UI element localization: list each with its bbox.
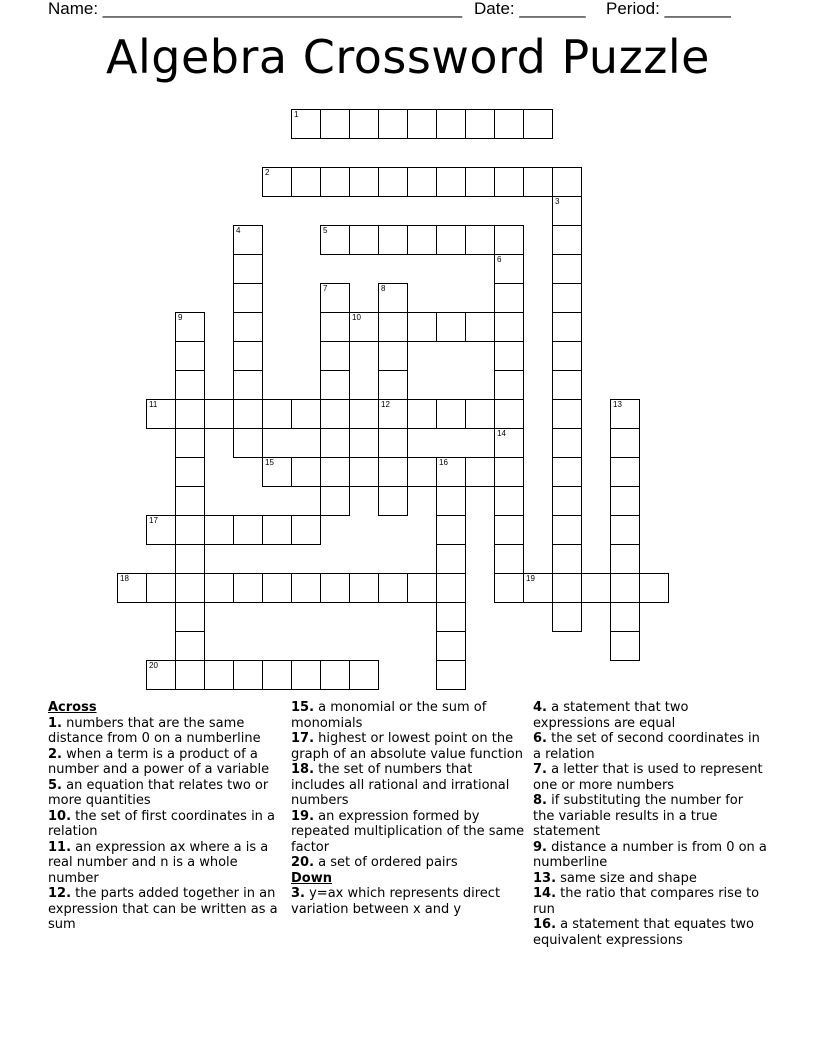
crossword-cell[interactable] [262,515,292,545]
crossword-cell[interactable] [494,283,524,313]
crossword-cell[interactable] [320,573,350,603]
crossword-cell[interactable] [233,225,263,255]
crossword-cell[interactable] [378,109,408,139]
crossword-cell[interactable] [175,399,205,429]
crossword-cell[interactable] [610,457,640,487]
crossword-cell[interactable] [552,254,582,284]
clue-number: 9 [178,313,183,322]
clue-text: distance a number is from 0 on a numberline [533,839,767,870]
crossword-cell[interactable] [233,283,263,313]
crossword-cell[interactable] [320,312,350,342]
clue-number-label: 3. [291,886,305,901]
clue-number-label: 4. [533,700,547,715]
crossword-cell[interactable] [349,660,379,690]
crossword-cell[interactable] [146,399,176,429]
crossword-cell[interactable] [407,457,437,487]
crossword-cell[interactable] [233,515,263,545]
crossword-cell[interactable] [204,660,234,690]
crossword-cell[interactable] [378,341,408,371]
crossword-cell[interactable] [320,109,350,139]
crossword-cell[interactable] [146,515,176,545]
across-clue [291,762,526,809]
crossword-cell[interactable] [552,370,582,400]
crossword-cell[interactable] [175,631,205,661]
crossword-cell[interactable] [291,573,321,603]
across-clue [291,700,526,731]
clue-number-label: 11. [48,839,72,855]
crossword-cell[interactable] [233,341,263,371]
crossword-cell[interactable] [552,544,582,574]
crossword-cell[interactable] [552,457,582,487]
clue-number: 18 [120,574,129,583]
crossword-cell[interactable] [262,660,292,690]
crossword-cell[interactable] [320,428,350,458]
clue-text: a monomial or the sum of monomials [291,700,487,731]
clue-number-label: 1. [48,715,62,731]
clue-number-label: 6. [533,731,547,746]
across-clue [291,731,526,762]
clue-number-label: 13. [533,870,557,886]
crossword-cell[interactable] [146,660,176,690]
period-field[interactable]: Period: _______ [606,0,731,18]
crossword-cell[interactable] [175,602,205,632]
clue-text: the parts added together in an expression that can be written as a sum [48,886,278,932]
clue-text: numbers that are the same distance from 0 on a numberline [48,715,261,746]
crossword-cell[interactable] [436,312,466,342]
crossword-cell[interactable] [291,399,321,429]
down-clue [533,700,768,731]
clue-number-label: 18. [291,762,315,777]
crossword-cell[interactable] [581,573,611,603]
crossword-cell[interactable] [233,312,263,342]
clue-number: 16 [439,458,448,467]
clue-number: 20 [149,661,158,670]
crossword-cell[interactable] [407,312,437,342]
crossword-cell[interactable] [204,573,234,603]
crossword-cell[interactable] [320,283,350,313]
crossword-cell[interactable] [291,660,321,690]
crossword-cell[interactable] [436,660,466,690]
crossword-cell[interactable] [320,341,350,371]
clue-text: same size and shape [556,870,697,886]
crossword-cell[interactable] [610,631,640,661]
crossword-cell[interactable] [378,283,408,313]
clue-number-label: 15. [291,700,315,715]
crossword-cell[interactable] [378,225,408,255]
crossword-cell[interactable] [204,399,234,429]
crossword-cell[interactable] [262,167,292,197]
crossword-cell[interactable] [146,573,176,603]
crossword-cell[interactable] [494,341,524,371]
crossword-cell[interactable] [436,109,466,139]
crossword-cell[interactable] [349,312,379,342]
crossword-cell[interactable] [552,428,582,458]
clue-number: 2 [265,168,270,177]
clue-number: 5 [323,226,328,235]
across-clue-list-continued [291,700,526,871]
crossword-cell[interactable] [552,312,582,342]
crossword-cell[interactable] [407,573,437,603]
clue-text: if substituting the number for the variable results in a true statement [533,793,744,839]
clue-text: the set of first coordinates in a relation [48,808,276,839]
clue-number: 8 [381,284,386,293]
crossword-cell[interactable] [175,544,205,574]
crossword-cell[interactable] [175,660,205,690]
crossword-cell[interactable] [436,544,466,574]
crossword-cell[interactable] [378,428,408,458]
crossword-cell[interactable] [436,573,466,603]
across-clue [48,747,283,778]
crossword-cell[interactable] [378,486,408,516]
clue-number: 6 [497,255,502,264]
clue-text: a statement that equates two equivalent expressions [533,917,754,948]
crossword-cell[interactable] [436,602,466,632]
clue-text: an expression ax where a is a real number and n is a whole number [48,839,269,886]
across-heading: Across [48,700,97,715]
across-clue-list [48,716,283,933]
crossword-cell[interactable] [407,399,437,429]
across-clue [48,716,283,747]
crossword-cell[interactable] [552,486,582,516]
crossword-cell[interactable] [291,457,321,487]
crossword-cell[interactable] [204,515,234,545]
crossword-cell[interactable] [291,167,321,197]
crossword-cell[interactable] [320,660,350,690]
crossword-cell[interactable] [465,225,495,255]
crossword-cell[interactable] [291,109,321,139]
down-clue [533,871,768,887]
crossword-cell[interactable] [175,370,205,400]
across-clue [291,855,526,871]
clue-number-label: 14. [533,886,557,901]
crossword-cell[interactable] [262,399,292,429]
crossword-cell[interactable] [407,109,437,139]
crossword-cell[interactable] [494,544,524,574]
crossword-cell[interactable] [378,370,408,400]
clue-number: 14 [497,429,506,438]
down-clue-list [291,886,526,917]
crossword-cell[interactable] [494,167,524,197]
crossword-cell[interactable] [523,167,553,197]
crossword-cell[interactable] [175,457,205,487]
down-clue-list-continued [533,700,768,948]
clue-number: 17 [149,516,158,525]
clue-number: 13 [613,400,622,409]
crossword-cell[interactable] [552,167,582,197]
clue-number: 1 [294,110,299,119]
crossword-cell[interactable] [494,457,524,487]
clue-text: when a term is a product of a number and a power of a variable [48,746,270,777]
clue-text: a letter that is used to represent one or more numbers [533,762,763,793]
crossword-cell[interactable] [436,457,466,487]
crossword-cell[interactable] [233,660,263,690]
crossword-cell[interactable] [175,341,205,371]
crossword-cell[interactable] [320,167,350,197]
crossword-cell[interactable] [291,515,321,545]
crossword-cell[interactable] [436,399,466,429]
crossword-cell[interactable] [349,399,379,429]
down-clue [533,762,768,793]
crossword-cell[interactable] [378,399,408,429]
crossword-cell[interactable] [494,225,524,255]
crossword-cell[interactable] [320,399,350,429]
crossword-cell[interactable] [175,573,205,603]
across-clue [48,809,283,840]
clue-number-label: 12. [48,886,72,901]
crossword-cell[interactable] [523,573,553,603]
clue-text: an equation that relates two or more quantities [48,777,269,808]
clue-text: the ratio that compares rise to run [533,886,760,917]
clue-number-label: 2. [48,746,62,762]
clue-number: 19 [526,574,535,583]
clues-column-2 [291,700,526,917]
clue-number-label: 7. [533,762,547,777]
clues-column-3 [533,700,768,948]
crossword-cell[interactable] [552,515,582,545]
clue-number-label: 9. [533,839,547,855]
crossword-cell[interactable] [175,486,205,516]
clue-text: an expression formed by repeated multiplication of the same factor [291,808,525,855]
crossword-cell[interactable] [552,283,582,313]
crossword-cell[interactable] [465,312,495,342]
clue-number: 7 [323,284,328,293]
down-clue [533,731,768,762]
crossword-cell[interactable] [233,254,263,284]
crossword-cell[interactable] [610,544,640,574]
crossword-cell[interactable] [465,109,495,139]
crossword-cell[interactable] [552,399,582,429]
crossword-cell[interactable] [436,515,466,545]
crossword-cell[interactable] [233,428,263,458]
clue-number: 3 [555,197,560,206]
crossword-cell[interactable] [523,109,553,139]
clue-number-label: 8. [533,793,547,808]
crossword-cell[interactable] [552,225,582,255]
crossword-cell[interactable] [465,167,495,197]
crossword-cell[interactable] [494,312,524,342]
crossword-cell[interactable] [378,457,408,487]
crossword-cell[interactable] [349,167,379,197]
crossword-cell[interactable] [378,573,408,603]
clue-number-label: 16. [533,917,557,932]
crossword-cell[interactable] [320,225,350,255]
crossword-cell[interactable] [610,602,640,632]
crossword-cell[interactable] [117,573,147,603]
clue-text: y=ax which represents direct variation between x and y [291,886,501,917]
crossword-cell[interactable] [349,573,379,603]
clue-number: 12 [381,400,390,409]
crossword-cell[interactable] [262,573,292,603]
crossword-cell[interactable] [262,457,292,487]
crossword-cell[interactable] [407,167,437,197]
clue-number-label: 5. [48,777,62,793]
crossword-cell[interactable] [436,167,466,197]
across-clue [291,809,526,856]
clue-number-label: 17. [291,731,315,746]
name-field[interactable]: Name: ______________________________________ [48,0,463,18]
crossword-cell[interactable] [552,196,582,226]
crossword-cell[interactable] [552,602,582,632]
crossword-cell[interactable] [610,428,640,458]
crossword-cell[interactable] [175,312,205,342]
clue-text: the set of numbers that includes all rational and irrational numbers [291,762,510,808]
crossword-cell[interactable] [639,573,669,603]
crossword-cell[interactable] [436,486,466,516]
crossword-cell[interactable] [436,225,466,255]
clue-text: the set of second coordinates in a relation [533,731,760,762]
clues-column-1 [48,700,283,933]
crossword-cell[interactable] [610,515,640,545]
crossword-cell[interactable] [407,225,437,255]
crossword-cell[interactable] [175,515,205,545]
clue-number: 4 [236,226,241,235]
clue-number: 15 [265,458,274,467]
clue-text: a statement that two expressions are equal [533,700,689,731]
down-clue [533,917,768,948]
crossword-cell[interactable] [378,312,408,342]
crossword-cell[interactable] [465,457,495,487]
crossword-cell[interactable] [610,486,640,516]
page-title: Algebra Crossword Puzzle [106,30,710,84]
clue-number: 11 [149,400,158,409]
clue-text: a set of ordered pairs [314,855,458,870]
across-clue [48,840,283,887]
crossword-cell[interactable] [494,399,524,429]
crossword-cell[interactable] [233,370,263,400]
crossword-cell[interactable] [320,457,350,487]
clue-number: 10 [352,313,361,322]
clue-number-label: 20. [291,855,315,870]
across-clue [48,886,283,933]
date-field[interactable]: Date: _______ [474,0,586,18]
crossword-cell[interactable] [465,399,495,429]
crossword-cell[interactable] [233,573,263,603]
crossword-cell[interactable] [175,428,205,458]
clue-text: highest or lowest point on the graph of an absolute value function [291,731,523,762]
crossword-cell[interactable] [494,254,524,284]
crossword-cell[interactable] [610,573,640,603]
crossword-cell[interactable] [610,399,640,429]
crossword-cell[interactable] [494,515,524,545]
crossword-cell[interactable] [233,399,263,429]
crossword-cell[interactable] [320,486,350,516]
crossword-cell[interactable] [349,109,379,139]
crossword-cell[interactable] [552,341,582,371]
crossword-cell[interactable] [552,573,582,603]
crossword-cell[interactable] [349,457,379,487]
crossword-cell[interactable] [494,428,524,458]
crossword-cell[interactable] [436,631,466,661]
crossword-cell[interactable] [494,109,524,139]
clue-number-label: 10. [48,808,72,824]
down-heading: Down [291,870,332,886]
down-clue [533,840,768,871]
crossword-cell[interactable] [494,370,524,400]
crossword-cell[interactable] [494,573,524,603]
crossword-cell[interactable] [494,486,524,516]
clue-number-label: 19. [291,808,315,824]
down-clue [533,886,768,917]
crossword-cell[interactable] [320,370,350,400]
across-clue [48,778,283,809]
down-clue [533,793,768,840]
crossword-cell[interactable] [378,167,408,197]
down-clue [291,886,526,917]
crossword-cell[interactable] [349,225,379,255]
